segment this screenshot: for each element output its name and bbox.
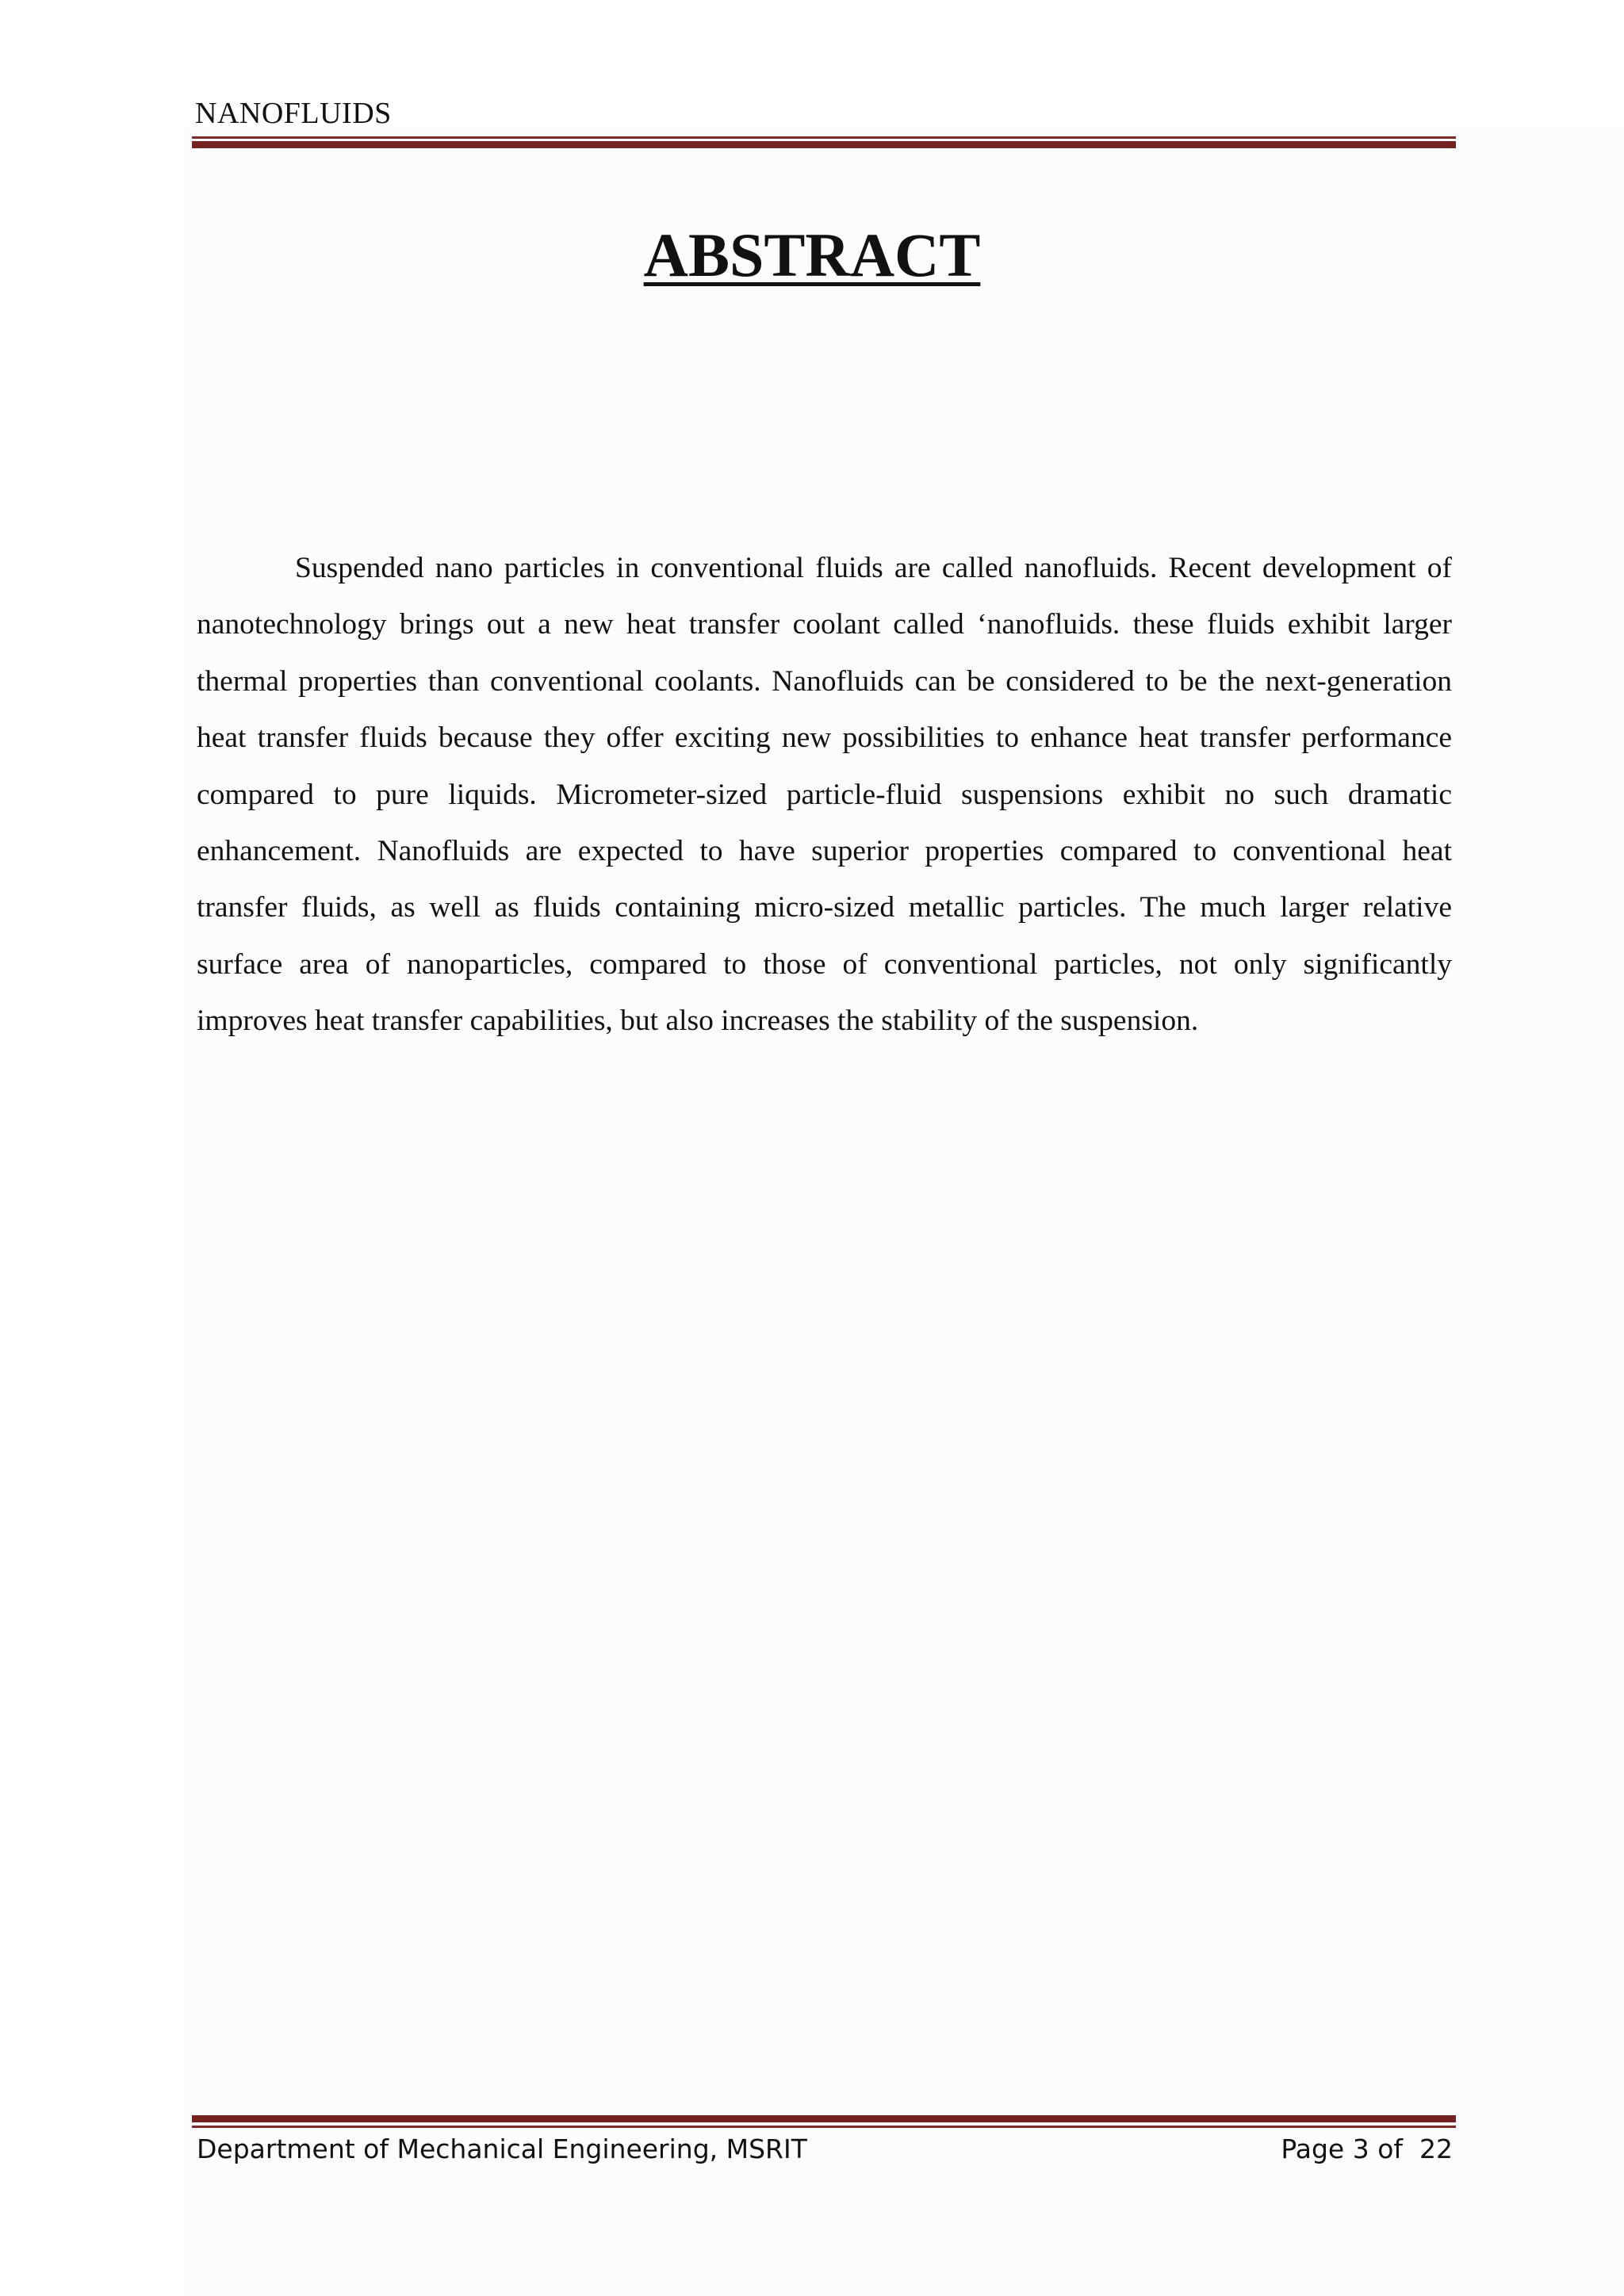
running-header: NANOFLUIDS bbox=[195, 97, 392, 130]
page-background bbox=[184, 127, 1624, 2296]
footer-department: Department of Mechanical Engineering, MSRIT bbox=[197, 2133, 807, 2164]
footer-page-number: Page 3 of 22 bbox=[1281, 2133, 1453, 2164]
footer-rule-thin bbox=[192, 2126, 1456, 2128]
header-rule-thick bbox=[192, 141, 1456, 148]
page-title: ABSTRACT bbox=[643, 220, 981, 289]
footer-rule-thick bbox=[192, 2115, 1456, 2122]
abstract-paragraph: Suspended nano particles in conventional fluids are called nanofluids. Recent development of nanotechnology brings out a new heat transfer coolant called ‘nanofluids. these fluids exhibit larger thermal properties than conventional coolants. Nanofluids can be considered to be the next-generation heat transfer fluids because they offer exciting new possibilities to enhance heat transfer performance compared to pure liquids. Micrometer-sized particle-fluid suspensions exhibit no such dramatic enhancement. Nanofluids are expected to have superior properties compared to conventional heat transfer fluids, as well as fluids containing micro-sized metallic particles. The much larger relative surface area of nanoparticles, compared to those of conventional particles, not only significantly improves heat transfer capabilities, but also increases the stability of the suspension. bbox=[197, 552, 1452, 1038]
header-rule-thin bbox=[192, 136, 1456, 139]
